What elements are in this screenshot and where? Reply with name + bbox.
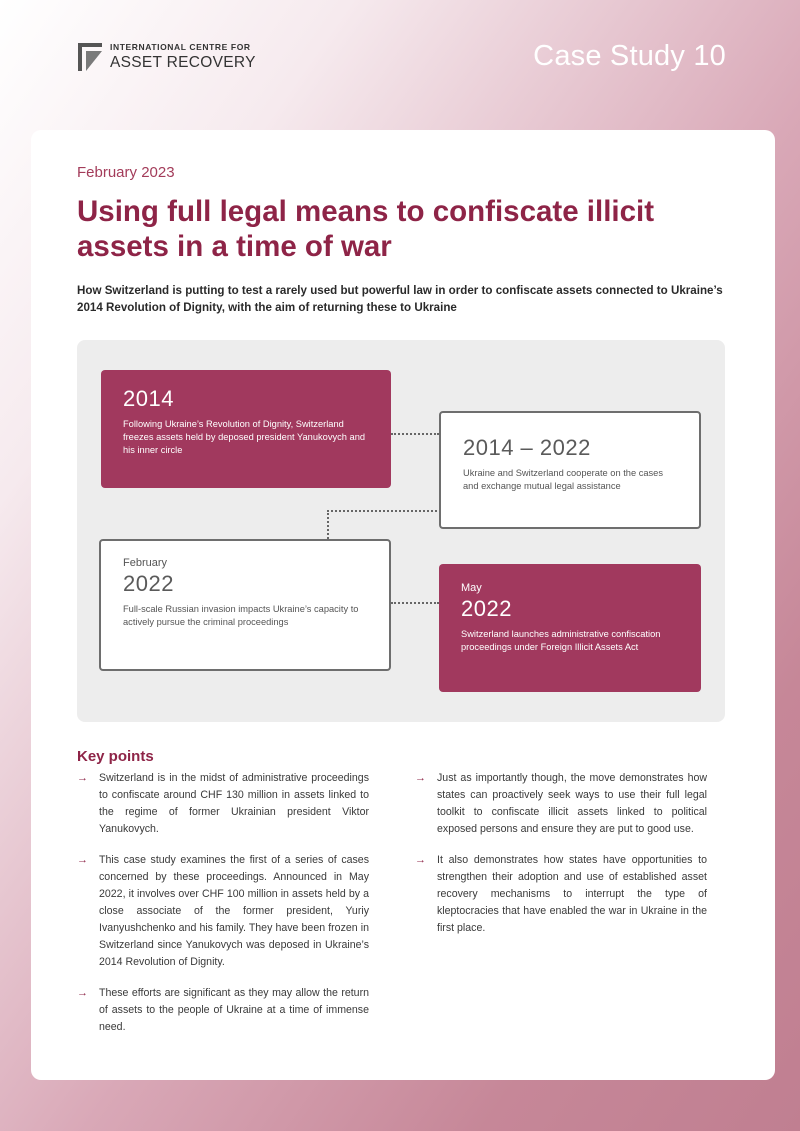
arrow-right-icon: → <box>415 854 426 866</box>
key-point-item: → These efforts are significant as they may allow the return of assets to the people of Ukraine at a time of immense need. <box>77 987 369 1033</box>
logo-org-line1: INTERNATIONAL CENTRE FOR <box>110 42 251 52</box>
key-points-heading: Key points <box>77 748 154 765</box>
timeline-month: February <box>123 557 168 569</box>
timeline-panel <box>77 340 725 722</box>
timeline-year: 2014 <box>123 386 174 411</box>
arrow-right-icon: → <box>415 772 426 784</box>
icar-logo <box>78 43 256 71</box>
logo-org-line2: ASSET RECOVERY <box>110 53 256 71</box>
timeline-event-2014 <box>101 370 391 488</box>
timeline-connector <box>327 510 329 539</box>
page-header <box>0 0 800 130</box>
key-point-item: → This case study examines the first of a series of cases concerned by these proceedings. Announced in May 2022, it involves over CHF 100 million in assets held by a close associate of the former president, Yuriy Ivanyushchenko and his family. They have been frozen in Switzerland since Yanukovych was deposed in Ukraine’s 2014 Revolution of Dignity. <box>77 854 369 968</box>
timeline-description: Following Ukraine’s Revolution of Dignity, Switzerland freezes assets held by deposed president Yanukovych and his inner circle <box>123 419 366 455</box>
key-points-left-column <box>77 770 369 1050</box>
key-point-item: → Switzerland is in the midst of administrative proceedings to confiscate around CHF 130 million in assets linked to the regime of former Ukrainian president Viktor Yanukovych. <box>77 772 369 835</box>
timeline-connector <box>391 433 439 435</box>
content-card <box>31 130 775 1080</box>
timeline-month: May <box>461 582 482 594</box>
key-point-item: → Just as importantly though, the move demonstrates how states can proactively seek ways to use their full legal toolkit to confiscate illicit assets linked to political exposed persons and ensure they are put to good use. <box>415 772 707 835</box>
timeline-event-2014-2022 <box>439 411 701 529</box>
case-study-label: Case Study 10 <box>533 40 726 72</box>
timeline-event-feb-2022 <box>99 539 391 671</box>
page-title: Using full legal means to confiscate illicit assets in a time of war <box>77 195 655 263</box>
arrow-right-icon: → <box>77 854 88 866</box>
timeline-description: Ukraine and Switzerland cooperate on the cases and exchange mutual legal assistance <box>463 468 664 491</box>
arrow-right-icon: → <box>77 987 88 999</box>
arrow-right-icon: → <box>77 772 88 784</box>
timeline-year: 2022 <box>123 571 174 596</box>
icar-logo-mark-icon <box>78 43 102 71</box>
timeline-event-may-2022 <box>439 564 701 692</box>
page-subtitle: How Switzerland is putting to test a rarely used but powerful law in order to confiscate assets connected to Ukraine’s 2014 Revolution of Dignity, with the aim of returning these to Ukraine <box>77 284 723 314</box>
timeline-year: 2022 <box>461 596 512 621</box>
key-points-right-column <box>415 770 707 951</box>
timeline-description: Switzerland launches administrative confiscation proceedings under Foreign Illicit Assets Act <box>461 629 661 652</box>
timeline-description: Full-scale Russian invasion impacts Ukraine’s capacity to actively pursue the criminal proceedings <box>123 604 359 627</box>
timeline-year: 2014 – 2022 <box>463 435 591 460</box>
timeline-connector <box>391 602 439 604</box>
key-point-item: → It also demonstrates how states have opportunities to strengthen their adoption and use of established asset recovery mechanisms to interrupt the type of kleptocracies that have enabled the war in Ukraine in the first place. <box>415 854 707 934</box>
publication-date: February 2023 <box>77 164 175 181</box>
